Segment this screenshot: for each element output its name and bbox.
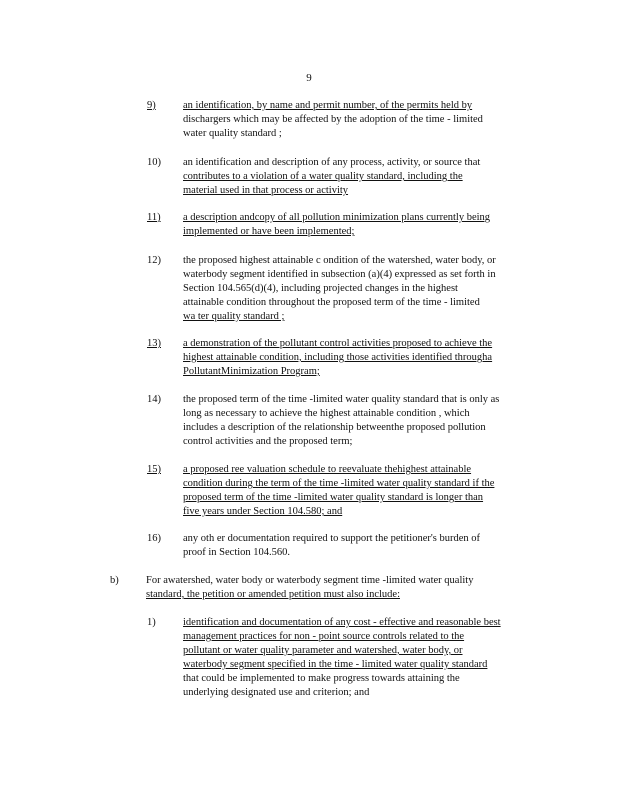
item-number: 9) (147, 100, 156, 111)
text-line: contributes to a violation of a water quality standard, including the (183, 171, 463, 182)
text-line: the proposed term of the time -limited water quality standard that is only as (183, 394, 500, 405)
text-line: pollutant or water quality parameter and watershed, water body, or (183, 645, 463, 656)
page-number: 9 (306, 72, 312, 84)
text-line: water quality standard ; (183, 128, 282, 139)
item-number: 11) (147, 212, 161, 223)
text-line: five years under Section 104.580; and (183, 506, 343, 517)
text-line: a proposed ree valuation schedule to reevaluate thehighest attainable (183, 464, 472, 475)
text-line: condition during the term of the time -limited water quality standard if the (183, 478, 495, 489)
text-line: a demonstration of the pollutant control activities proposed to achieve the (183, 338, 493, 349)
item-text (183, 337, 541, 379)
item-number: 1) (147, 617, 156, 628)
paragraph-letter: b) (110, 575, 119, 586)
text-line: includes a description of the relationship betweenthe proposed pollution (183, 422, 486, 433)
text-line: underlying designated use and criterion; and (183, 687, 370, 698)
text-line: dischargers which may be affected by the adoption of the time - limited (183, 114, 483, 125)
text-line: management practices for non - point source controls related to the (183, 631, 465, 642)
item-number: 15) (147, 464, 161, 475)
text-line: PollutantMinimization Program; (183, 366, 320, 377)
item-text (183, 254, 541, 324)
text-line: waterbody segment identified in subsection (a)(4) expressed as set forth in (183, 269, 496, 280)
item-number: 10) (147, 157, 161, 168)
text-line: wa ter quality standard ; (183, 311, 285, 322)
item-number: 14) (147, 394, 161, 405)
item-text (183, 156, 541, 198)
item-text (183, 532, 541, 560)
text-line: proposed term of the time -limited water quality standard is longer than (183, 492, 484, 503)
text-line: implemented or have been implemented; (183, 226, 355, 237)
text-line: long as necessary to achieve the highest attainable condition , which (183, 408, 470, 419)
text-line: a description andcopy of all pollution minimization plans currently being (183, 212, 491, 223)
text-line: an identification, by name and permit number, of the permits held by (183, 100, 473, 111)
text-line: an identification and description of any process, activity, or source that (183, 157, 481, 168)
paragraph-text (146, 574, 540, 602)
item-number: 13) (147, 338, 161, 349)
text-line: material used in that process or activity (183, 185, 349, 196)
item-text (183, 393, 541, 449)
item-text (183, 99, 541, 141)
text-line: Section 104.565(d)(4), including projected changes in the highest (183, 283, 458, 294)
text-line: the proposed highest attainable c ondition of the watershed, water body, or (183, 255, 496, 266)
text-line: identification and documentation of any cost - effective and reasonable best (183, 617, 501, 628)
text-line: any oth er documentation required to support the petitioner's burden of (183, 533, 480, 544)
text-line: highest attainable condition, including those activities identified througha (183, 352, 493, 363)
text-line: control activities and the proposed term; (183, 436, 353, 447)
item-text (183, 616, 545, 700)
text-line: proof in Section 104.560. (183, 547, 291, 558)
item-number: 12) (147, 255, 161, 266)
text-line: attainable condition throughout the proposed term of the time - limited (183, 297, 480, 308)
item-number: 16) (147, 533, 161, 544)
item-text (183, 211, 541, 239)
text-line: For awatershed, water body or waterbody segment time -limited water quality (146, 575, 474, 586)
item-text (183, 463, 541, 519)
text-line: standard, the petition or amended petition must also include: (146, 589, 400, 600)
text-line: waterbody segment specified in the time - limited water quality standard (183, 659, 488, 670)
text-line: that could be implemented to make progress towards attaining the (183, 673, 460, 684)
